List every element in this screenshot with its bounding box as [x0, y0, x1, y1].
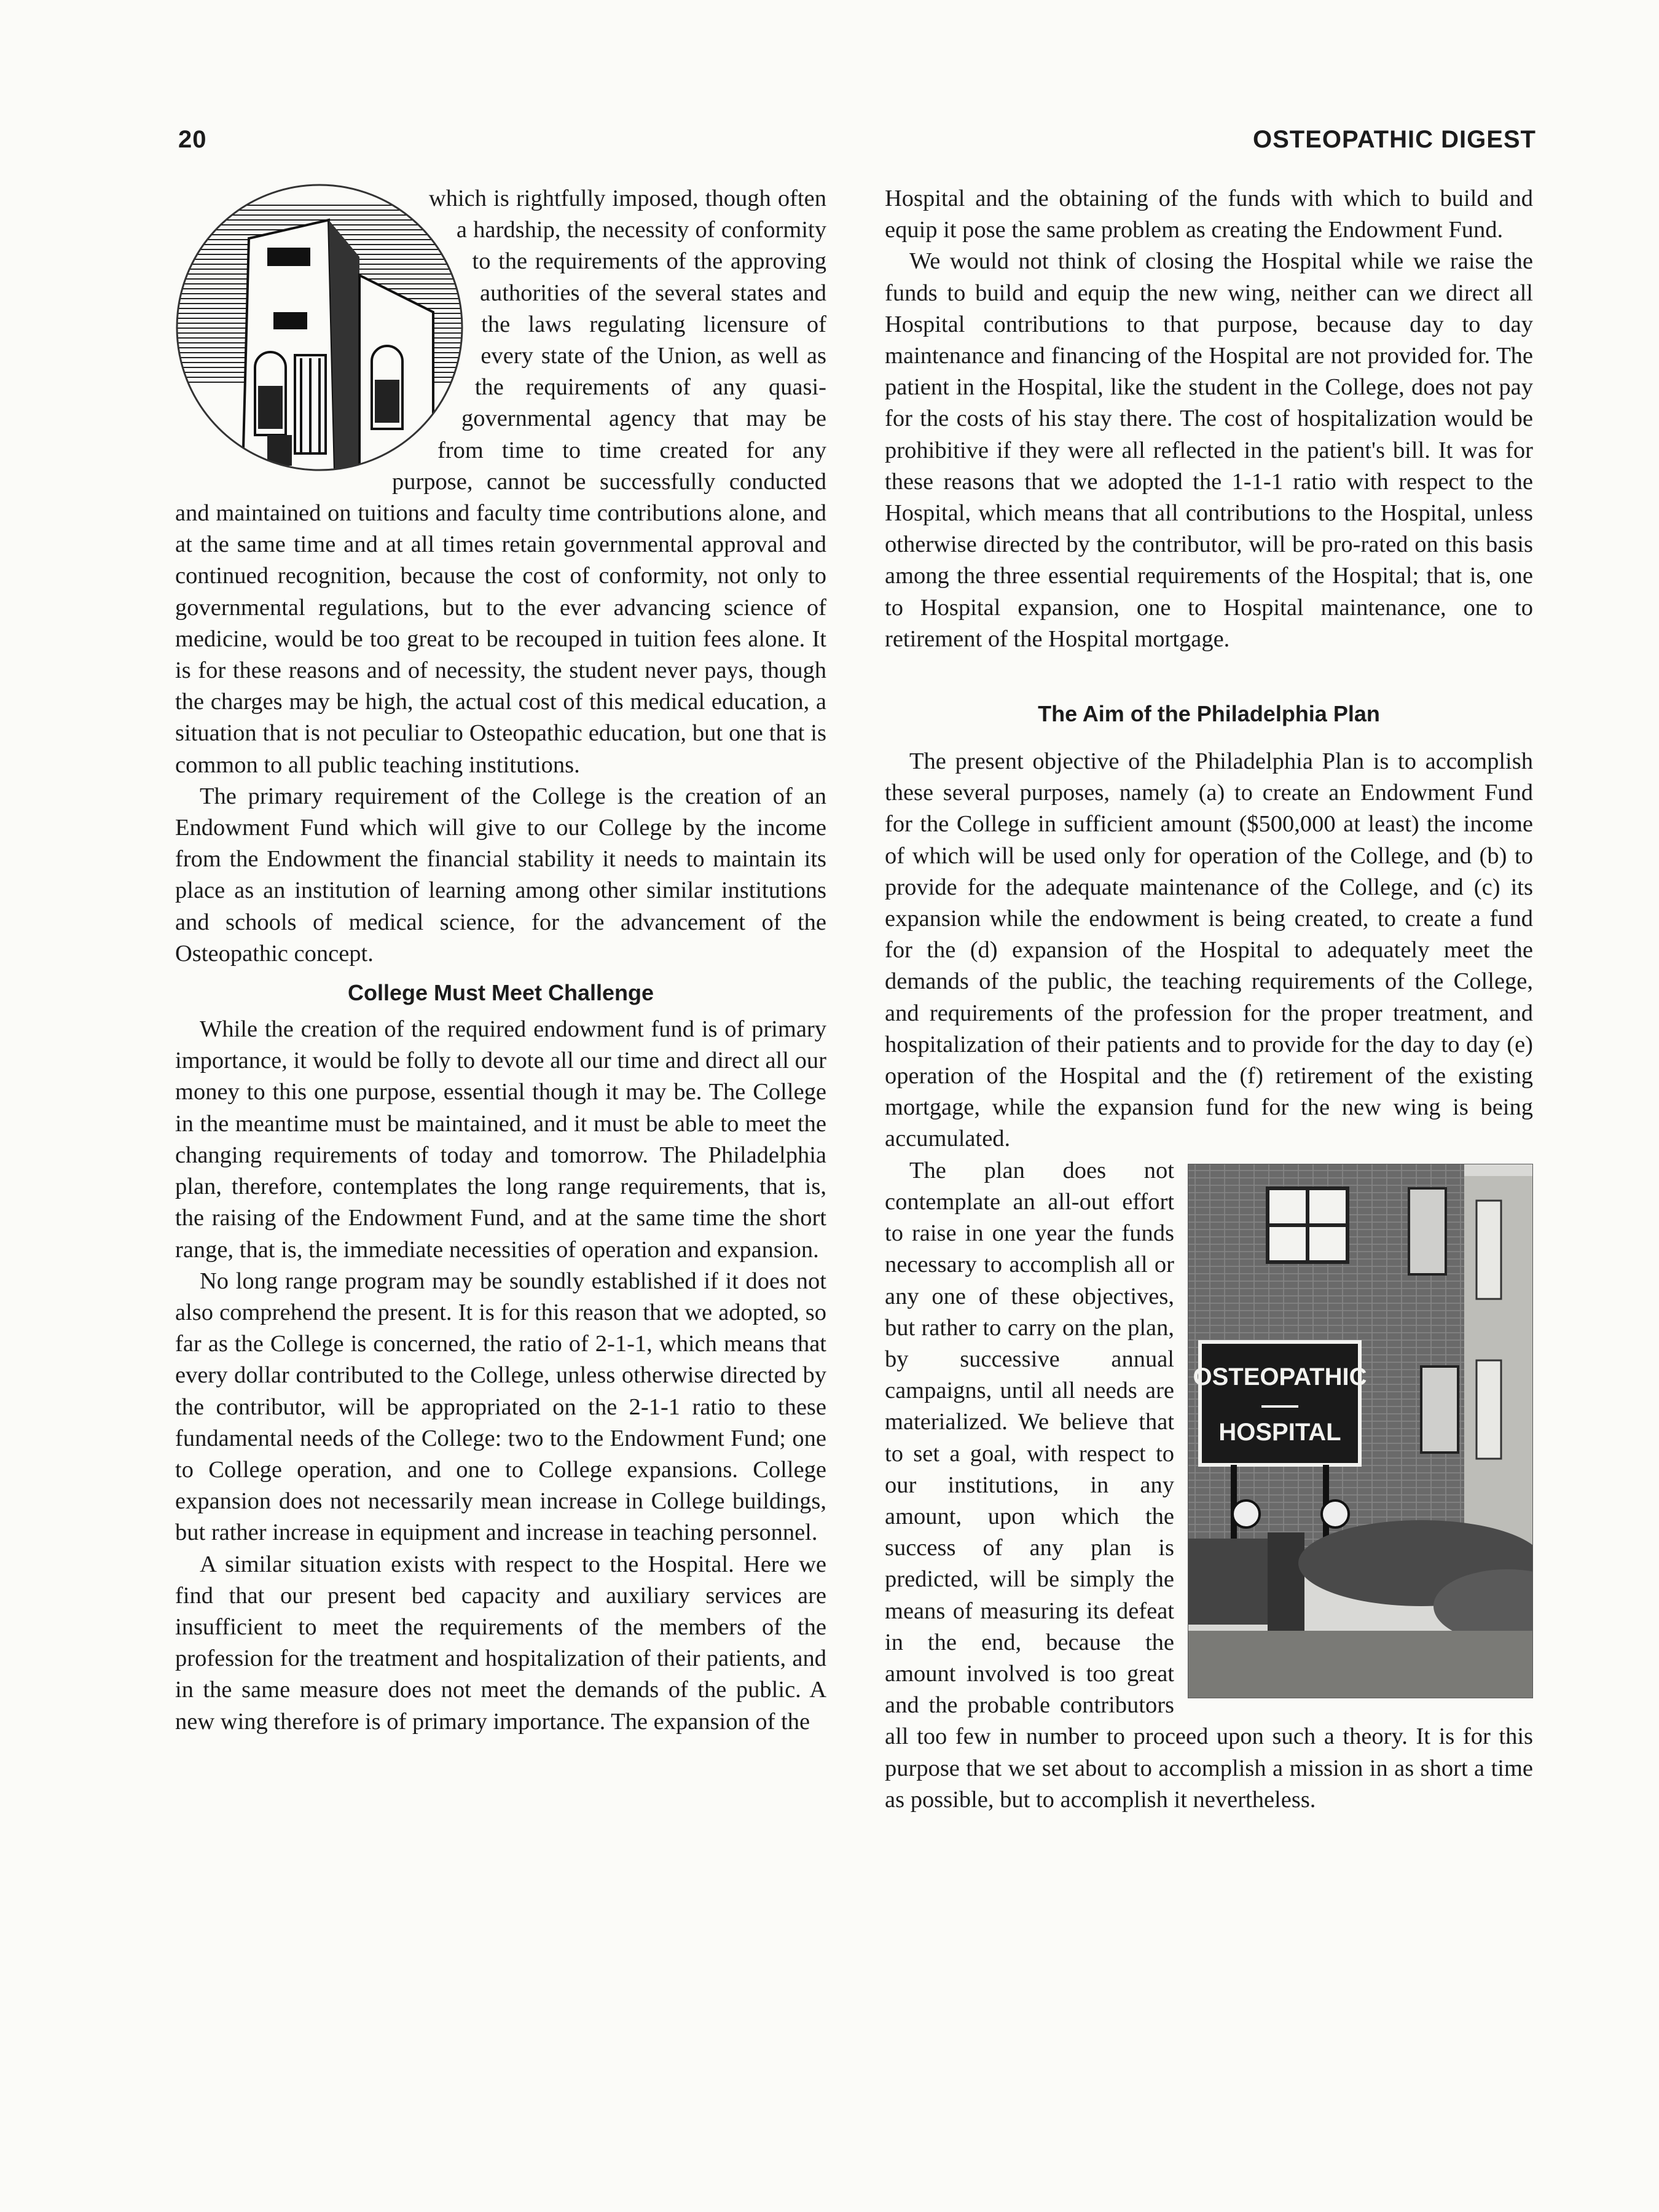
left-paragraph-4: No long range program may be soundly established if it does not also comprehend the present. It is for this reason that we adopted, so far as the College is concerned, the ratio of 2-1-1, which means that every dollar contributed to the College, unless otherwise directed by the contributor, will be appropriated on the 2-1-1 ratio to these fundamental needs of the College: two to the Endowment Fund; one to College operation, and one to College expansions. College expansion does not necessarily mean increase in College buildings, but rather increase in equipment and increase in teaching personnel.: [175, 1268, 826, 1546]
journal-title: OSTEOPATHIC DIGEST: [1253, 126, 1536, 153]
sign-line-1: OSTEOPATHIC: [1193, 1363, 1367, 1390]
page-number: 20: [178, 126, 207, 153]
sign-line-2: HOSPITAL: [1218, 1418, 1341, 1446]
left-paragraph-2: The primary requirement of the College is the creation of an Endowment Fund which will give to our College by the income from the Endowment the financial stability it needs to maintain its place as an institution of learning among other similar institutions and schools of medical science, for the advancement of the Osteopathic concept.: [175, 783, 826, 967]
left-paragraph-3: While the creation of the required endowment fund is of primary importance, it would be folly to devote all our time and direct all our money to this one purpose, essential though it may be. The College in the meantime must be maintained, and it must be able to meet the changing requirements of today and tomorrow. The Philadelphia plan, therefore, contemplates the long range requirements, that is, the raising of the Endowment Fund, and at the same time the short range, that is, the immediate necessities of operation and expansion.: [175, 1016, 826, 1263]
right-paragraph-2: We would not think of closing the Hospital while we raise the funds to build and equip the new wing, neither can we direct all Hospital contributions to that purpose, because day to day maintenance and financing of the Hospital are not provided for. The patient in the Hospital, like the student in the College, does not pay for the costs of his stay there. The cost of hospitalization would be prohibitive if they were all reflected in the patient's bill. It was for these reasons that we adopted the 1-1-1 ratio with respect to the Hospital, which means that all contributions to the Hospital, unless otherwise directed by the contributor, will be pro-rated on this basis among the three essential requirements of the Hospital; that is, one to Hospital expansion, one to Hospital maintenance, one to retirement of the Hospital mortgage.: [885, 248, 1533, 652]
hospital-photo: [1188, 1164, 1533, 1698]
left-column: [175, 183, 826, 1738]
subhead-aim-of-plan: The Aim of the Philadelphia Plan: [1038, 701, 1380, 727]
right-paragraph-1: Hospital and the obtaining of the funds with which to build and equip it pose the same problem as creating the Endowment Fund.: [885, 186, 1533, 243]
right-paragraph-4: The plan does not contemplate an all-out effort to raise in one year the funds necessary to accomplish all or any one of these objectives, but rather to carry on the plan, by successive annual campaigns, until all needs are materialized. We believe that to set a goal, with respect to our institutions, in any amount, upon which the success of any plan is predicted, will be simply the means of measuring its defeat in the end, because the amount involved is too great and the probable contributors all too few in number to proceed upon such a theory. It is for this purpose that we set about to accomplish a mission in as short a time as possible, but to accomplish it nevertheless.: [885, 1157, 1533, 1813]
right-column: [885, 183, 1533, 1816]
right-paragraph-3: The present objective of the Philadelphia Plan is to accomplish these several purposes, namely (a) to create an Endowment Fund for the College in sufficient amount ($500,000 at least) the income of which will be used only for operation of the College, and (b) to provide for the adequate maintenance of the College, and (c) its expansion while the endowment is being created, to create a fund for the (d) expansion of the Hospital to adequately meet the demands of the public, the teaching requirements of the College, and requirements of the profession for the proper treatment, and hospitalization of their patients and to provide for the day to day (e) operation of the Hospital and the (f) retirement of the existing mortgage, while the expansion fund for the new wing is being accumulated.: [885, 748, 1533, 1152]
hospital-photo-svg: [1188, 1164, 1533, 1698]
left-paragraph-1: which is rightfully imposed, though often a hardship, the necessity of conformity to the requirements of the approving authorities of the several states and the laws regulating licensure of every state of the Union, as well as the requirements of any quasi-governmental agency that may be from time to time created for any purpose, cannot be successfully conducted and maintained on tuitions and faculty time contributions alone, and at the same time and at all times retain governmental approval and continued recognition, because the cost of conformity, not only to governmental regulations, but to the ever advancing science of medicine, would be too great to be recouped in tuition fees alone. It is for these reasons and of necessity, the student never pays, though the charges may be high, the actual cost of this medical education, a situation that is not peculiar to Osteopathic education, but one that is common to all public teaching institutions.: [175, 186, 826, 778]
left-paragraph-5: A similar situation exists with respect to the Hospital. Here we find that our present bed capacity and auxiliary services are insufficient to meet the requirements of the members of the profession for the treatment and hospitalization of their patients, and in the same measure does not meet the demands of the public. A new wing therefore is of primary importance. The expansion of the: [175, 1551, 826, 1735]
building-illustration: [175, 183, 464, 472]
building-illustration-svg: [175, 183, 464, 472]
subhead-college-must-meet-challenge: College Must Meet Challenge: [347, 980, 654, 1006]
